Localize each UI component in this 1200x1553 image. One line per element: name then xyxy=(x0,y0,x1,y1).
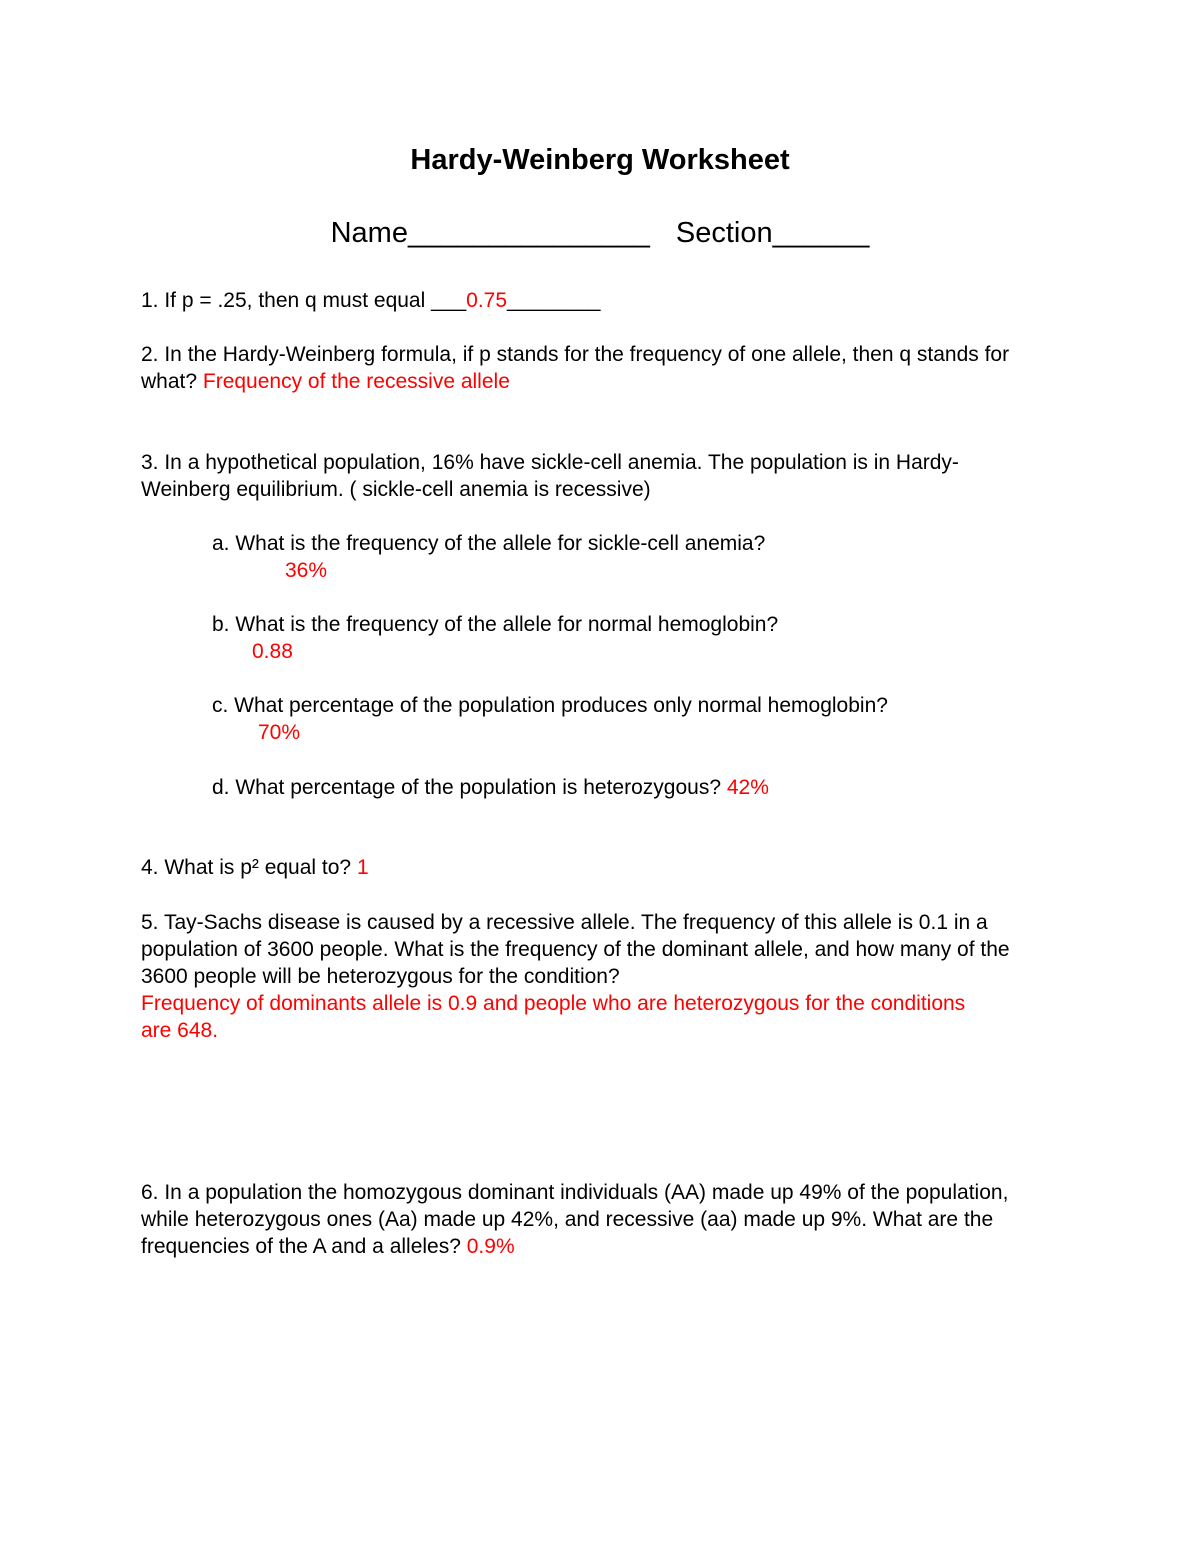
question-5-text: 5. Tay-Sachs disease is caused by a recessive allele. The frequency of this allele is 0.1 in a population of 3600 people. What is the frequency of the dominant allele, and how many of the 3600 people will be heterozygous for the condition? xyxy=(141,911,1010,988)
name-section-line xyxy=(0,215,1200,251)
question-3a xyxy=(212,530,1032,557)
question-2-text: 2. In the Hardy-Weinberg formula, if p stands for the frequency of one allele, then q stands for what? xyxy=(141,343,1010,393)
question-4-text: 4. What is p² equal to? xyxy=(141,856,357,879)
section-field-label: Section______ xyxy=(675,217,870,249)
question-2-answer: Frequency of the recessive allele xyxy=(202,370,510,393)
question-3a-answer: 36% xyxy=(285,559,328,582)
question-6-text: 6. In a population the homozygous dominant individuals (AA) made up 49% of the population, while heterozygous ones (Aa) made up 42%, and recessive (aa) made up 9%. What are the frequencies of the A and a alleles? xyxy=(141,1181,1009,1258)
question-3d-answer: 42% xyxy=(726,776,769,799)
question-3b-answer: 0.88 xyxy=(252,640,293,663)
question-3d xyxy=(212,774,1032,801)
page-title: Hardy-Weinberg Worksheet xyxy=(410,144,790,176)
question-3c xyxy=(212,692,1032,719)
question-3c-answer: 70% xyxy=(258,721,301,744)
question-2 xyxy=(141,341,1021,395)
question-3c-text: c. What percentage of the population produces only normal hemoglobin? xyxy=(212,694,888,717)
question-3 xyxy=(141,449,1011,503)
question-1-text: 1. If p = .25, then q must equal ___ xyxy=(141,289,467,312)
question-1-answer: 0.75 xyxy=(466,289,508,312)
question-5-answer: Frequency of dominants allele is 0.9 and people who are heterozygous for the conditions are 648. xyxy=(141,992,966,1042)
question-5 xyxy=(141,909,1036,990)
name-field-label: Name_______________ xyxy=(330,217,650,249)
question-3b xyxy=(212,611,1032,638)
question-3-text: 3. In a hypothetical population, 16% have sickle-cell anemia. The population is in Hardy-Weinberg equilibrium. ( sickle-cell anemia is recessive) xyxy=(141,451,959,501)
question-1 xyxy=(141,287,1041,314)
question-3d-text: d. What percentage of the population is heterozygous? xyxy=(212,776,727,799)
question-1-blank: ________ xyxy=(507,289,601,312)
question-6-answer: 0.9% xyxy=(466,1235,515,1258)
question-3a-text: a. What is the frequency of the allele for sickle-cell anemia? xyxy=(212,532,766,555)
question-6 xyxy=(141,1179,1041,1260)
question-4 xyxy=(141,854,1041,881)
question-3b-text: b. What is the frequency of the allele for normal hemoglobin? xyxy=(212,613,779,636)
question-4-answer: 1 xyxy=(356,856,369,879)
